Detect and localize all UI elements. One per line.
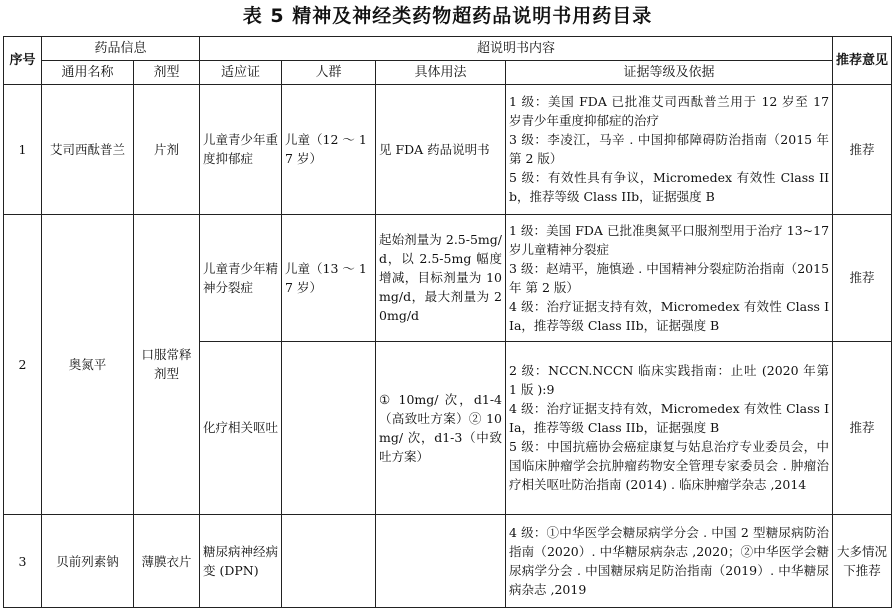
row-generic-name: 贝前列素钠 bbox=[42, 515, 134, 608]
row-usage: 起始剂量为 2.5-5mg/d，以 2.5-5mg 幅度增减，目标剂量为 10mg/d，最大剂量为 20mg/d bbox=[376, 214, 506, 341]
row-indication: 儿童青少年精神分裂症 bbox=[200, 214, 282, 341]
evidence-line: 4 级：治疗证据支持有效，Micromedex 有效性 Class IIa，推荐等级 Class IIb，证据强度 B bbox=[509, 401, 830, 436]
evidence-line: 5 级：有效性具有争议，Micromedex 有效性 Class IIb，推荐等级 Class IIb，证据强度 B bbox=[509, 170, 830, 205]
row-seq: 3 bbox=[4, 515, 42, 608]
evidence-line: 1 级：美国 FDA 已批准艾司西酞普兰用于 12 岁至 17 岁青少年重度抑郁症的治疗 bbox=[509, 94, 830, 129]
header-indication: 适应证 bbox=[200, 61, 282, 85]
row-population bbox=[282, 341, 376, 515]
header-population: 人群 bbox=[282, 61, 376, 85]
row-recommend: 大多情况下推荐 bbox=[833, 515, 892, 608]
drug-table bbox=[3, 36, 892, 608]
evidence-line: 4 级：①中华医学会糖尿病学分会 . 中国 2 型糖尿病防治指南（2020）. 中华糖尿病杂志 ,2020；②中华医学会糖尿病学分会 . 中国糖尿病足防治指南（2019）. 中华糖尿病杂志 ,2019 bbox=[509, 525, 830, 598]
row-recommend: 推荐 bbox=[833, 214, 892, 341]
row-recommend: 推荐 bbox=[833, 85, 892, 214]
header-dosage-form: 剂型 bbox=[134, 61, 200, 85]
row-population bbox=[282, 515, 376, 608]
header-row-bottom bbox=[4, 61, 892, 85]
row-population: 儿童（12 ～ 17 岁） bbox=[282, 85, 376, 214]
table-row bbox=[4, 214, 892, 341]
header-off-label: 超说明书内容 bbox=[200, 37, 833, 61]
table-row bbox=[4, 515, 892, 608]
evidence-line: 3 级：赵靖平，施慎逊 . 中国精神分裂症防治指南（2015 年 第 2 版） bbox=[509, 260, 830, 295]
row-usage: 见 FDA 药品说明书 bbox=[376, 85, 506, 214]
header-row-top bbox=[4, 37, 892, 61]
row-seq: 1 bbox=[4, 85, 42, 214]
row-evidence bbox=[506, 341, 833, 515]
row-seq: 2 bbox=[4, 214, 42, 515]
evidence-line: 1 级：美国 FDA 已批准奥氮平口服剂型用于治疗 13~17 岁儿童精神分裂症 bbox=[509, 222, 830, 257]
row-dosage-form: 口服常释剂型 bbox=[134, 214, 200, 515]
header-seq: 序号 bbox=[4, 37, 42, 85]
table-row bbox=[4, 85, 892, 214]
header-evidence: 证据等级及依据 bbox=[506, 61, 833, 85]
evidence-line: 2 级：NCCN.NCCN 临床实践指南：止吐 (2020 年第 1 版 ):9 bbox=[509, 363, 830, 398]
header-recommend: 推荐意见 bbox=[833, 37, 892, 85]
row-population: 儿童（13 ～ 17 岁） bbox=[282, 214, 376, 341]
row-dosage-form: 薄膜衣片 bbox=[134, 515, 200, 608]
row-indication: 儿童青少年重度抑郁症 bbox=[200, 85, 282, 214]
row-indication: 化疗相关呕吐 bbox=[200, 341, 282, 515]
row-evidence bbox=[506, 515, 833, 608]
row-recommend: 推荐 bbox=[833, 341, 892, 515]
row-usage bbox=[376, 515, 506, 608]
header-generic-name: 通用名称 bbox=[42, 61, 134, 85]
row-generic-name: 奥氮平 bbox=[42, 214, 134, 515]
evidence-line: 5 级：中国抗癌协会癌症康复与姑息治疗专业委员会，中国临床肿瘤学会抗肿瘤药物安全管理专家委员会 . 肿瘤治疗相关呕吐防治指南 (2014) . 临床肿瘤学杂志 ,2014 bbox=[509, 439, 830, 493]
header-usage: 具体用法 bbox=[376, 61, 506, 85]
header-drug-info: 药品信息 bbox=[42, 37, 200, 61]
row-dosage-form: 片剂 bbox=[134, 85, 200, 214]
row-evidence bbox=[506, 85, 833, 214]
row-generic-name: 艾司西酞普兰 bbox=[42, 85, 134, 214]
evidence-line: 4 级：治疗证据支持有效，Micromedex 有效性 Class IIa，推荐等级 Class IIb，证据强度 B bbox=[509, 298, 830, 333]
row-indication: 糖尿病神经病变 (DPN) bbox=[200, 515, 282, 608]
row-usage: ① 10mg/ 次，d1-4（高致吐方案）② 10mg/ 次，d1-3（中致吐方案） bbox=[376, 341, 506, 515]
evidence-line: 3 级：李凌江，马辛 . 中国抑郁障碍防治指南（2015 年第 2 版） bbox=[509, 132, 830, 167]
row-evidence bbox=[506, 214, 833, 341]
table-title: 表 5 精神及神经类药物超药品说明书用药目录 bbox=[242, 5, 653, 27]
